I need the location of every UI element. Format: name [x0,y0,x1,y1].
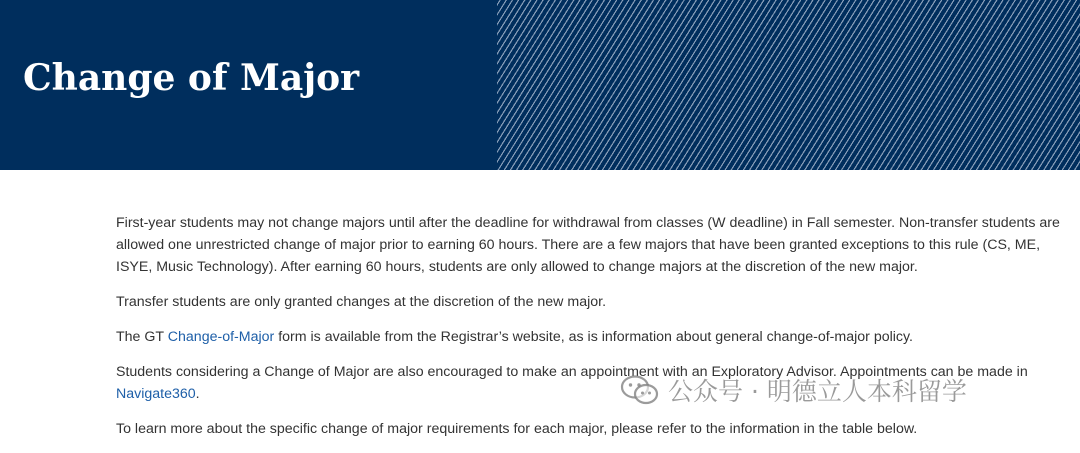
paragraph-learn-more: To learn more about the specific change of major requirements for each major, please refer to the information in the table below. [116,421,918,437]
page-title: Change of Major [23,57,360,99]
paragraph-form-info [116,326,1068,348]
paragraph-advisor-info [116,361,1068,405]
form-info-text-before: The GT [116,329,168,345]
page-header-banner [0,0,1080,170]
change-of-major-link[interactable]: Change-of-Major [167,329,275,345]
main-content [116,212,1068,453]
form-info-text-after: form is available from the Registrar’s website, as is information about general change-of-major policy. [274,329,913,345]
diagonal-stripes-pattern [497,0,1080,170]
navigate360-link[interactable]: Navigate360 [116,386,196,402]
paragraph-first-year-policy: First-year students may not change majors until after the deadline for withdrawal from classes (W deadline) in Fall semester. Non-transfer students are allowed one unrestricted change of major prior to earning 60 hours. There are a few majors that have been granted exceptions to this rule (CS, ME, ISYE, Music Technology). After earning 60 hours, students are only allowed to change majors at the discretion of the new major. [116,215,1060,275]
advisor-info-text-after: . [195,386,200,402]
paragraph-transfer-policy: Transfer students are only granted changes at the discretion of the new major. [116,294,607,310]
advisor-info-text-before: Students considering a Change of Major are also encouraged to make an appointment with an Exploratory Advisor. Appointments can be made in [116,364,1028,380]
watermark-text: 公众号 · 明德立人本科留学 [668,377,967,406]
